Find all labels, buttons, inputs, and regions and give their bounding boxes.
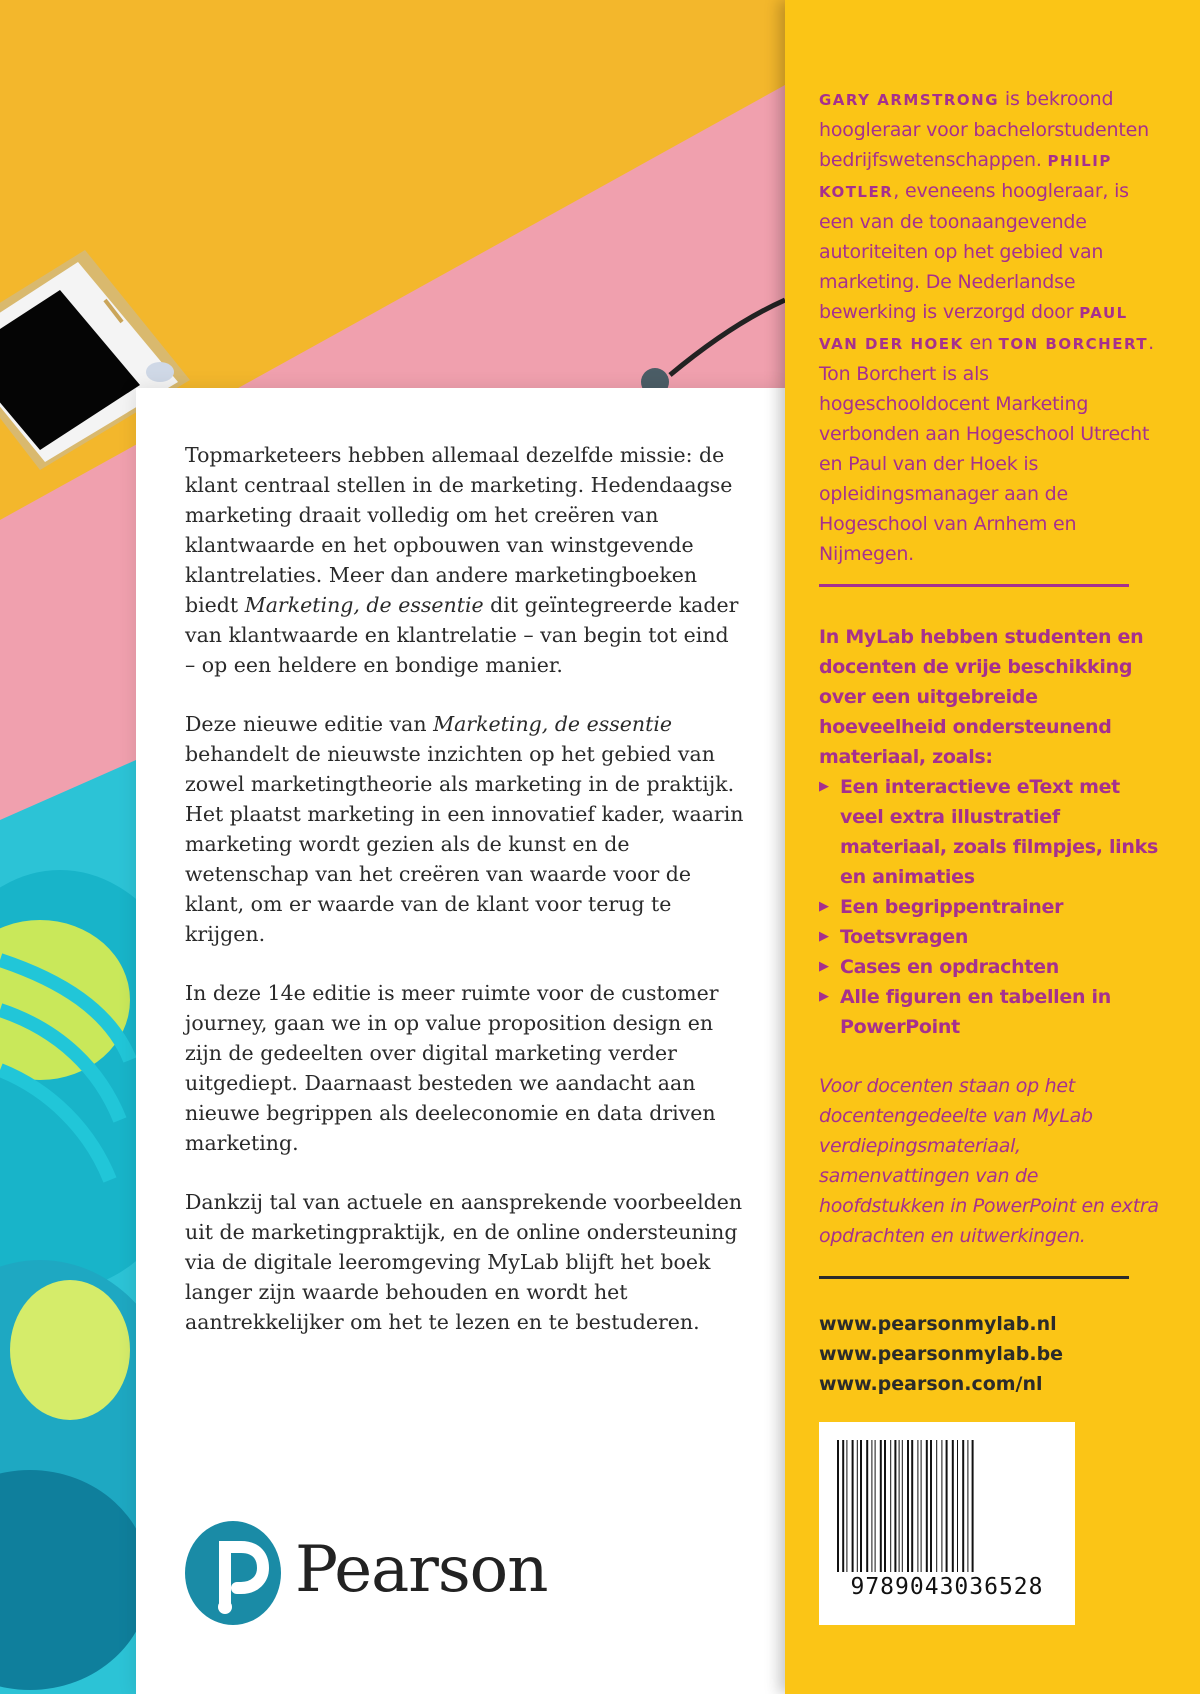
- description-paragraph-2: Deze nieuwe editie van Marketing, de essentie behandelt de nieuwste inzichten op het gebied van zowel marketingtheorie als marketing in de praktijk. Het plaatst marketing in een innovatief kader, waarin marketing wordt gezien als de kunst en de wetenschap van het creëren van waarde voor de klant, om er waarde van de klant voor terug te krijgen.: [185, 712, 744, 946]
- barcode-bar: [917, 1440, 918, 1572]
- list-item: ▶ Een interactieve eText met veel extra illustratief materiaal, zoals filmpjes, links en animaties: [819, 772, 1159, 892]
- barcode-bar: [884, 1440, 886, 1572]
- list-item: ▶ Alle figuren en tabellen in PowerPoint: [819, 982, 1159, 1042]
- barcode-bar: [899, 1440, 900, 1572]
- author-name: GARY ARMSTRONG: [819, 91, 1000, 109]
- book-description: [185, 440, 745, 1366]
- barcode-bar: [837, 1440, 839, 1572]
- barcode-bar: [860, 1440, 862, 1572]
- barcode-bar: [871, 1440, 872, 1572]
- barcode-bar: [907, 1440, 909, 1572]
- triangle-bullet-icon: ▶: [819, 899, 829, 914]
- barcode-bar: [857, 1440, 858, 1572]
- barcode-bar: [902, 1440, 903, 1572]
- description-paragraph-4: Dankzij tal van actuele en aansprekende voorbeelden uit de marketingpraktijk, en de online ondersteuning via de digitale leeromgeving MyLab blijft het boek langer zijn waarde behouden en wordt het aantrekkelijker om het te lezen en te bestuderen.: [185, 1190, 743, 1334]
- author-name: TON BORCHERT: [998, 335, 1149, 353]
- barcode-bar: [957, 1440, 958, 1572]
- barcode-bar: [875, 1440, 876, 1572]
- barcode-bar: [846, 1440, 847, 1572]
- list-item: ▶ Toetsvragen: [819, 922, 1159, 952]
- book-title-italic: Marketing, de essentie: [244, 593, 484, 617]
- mylab-intro: In MyLab hebben studenten en docenten de vrije beschikking over een uitgebreide hoeveelheid ondersteunend materiaal, zoals:: [819, 626, 1144, 768]
- barcode-bar: [972, 1440, 974, 1572]
- barcode-bar: [921, 1440, 922, 1572]
- description-paragraph-1: Topmarketeers hebben allemaal dezelfde missie: de klant centraal stellen in de marketing. Hedendaagse marketing draait volledig om het creëren van klantwaarde en het opbouwen van winstgevende klantrelaties. Meer dan andere marketingboeken biedt Marketing, de essentie dit geïntegreerde kader van klantwaarde en klantrelatie – van begin tot eind – op een heldere en bondige manier.: [185, 443, 739, 677]
- website-link[interactable]: www.pearsonmylab.be: [819, 1343, 1064, 1365]
- list-item: ▶ Een begrippentrainer: [819, 892, 1159, 922]
- mylab-brand: MyLab: [845, 626, 914, 648]
- barcode-bar: [967, 1440, 968, 1572]
- barcode-bar: [894, 1440, 896, 1572]
- isbn-number: 9789043036528: [850, 1574, 1044, 1600]
- book-title-italic: Marketing, de essentie: [433, 712, 673, 736]
- author-bio: GARY ARMSTRONG is bekroond hoogleraar voor bachelorstudenten bedrijfswetenschappen. PHILIP KOTLER, eveneens hoogleraar, is een van de toonaangevende autoriteiten op het gebied van marketing. De Nederlandse bewerking is verzorgd door PAUL VAN DER HOEK en TON BORCHERT. Ton Borchert is als hogeschooldocent Marketing verbonden aan Hogeschool Utrecht en Paul van der Hoek is opleidingsmanager aan de Hogeschool van Arnhem en Nijmegen.: [819, 88, 1154, 565]
- triangle-bullet-icon: ▶: [819, 929, 829, 944]
- barcode-bar: [936, 1440, 937, 1572]
- website-links: [819, 1309, 1159, 1399]
- barcode-bar: [880, 1440, 882, 1572]
- barcode-bar: [930, 1440, 932, 1572]
- website-link[interactable]: www.pearson.com/nl: [819, 1373, 1043, 1395]
- triangle-bullet-icon: ▶: [819, 989, 829, 1004]
- docent-note: Voor docenten staan op het docentengedeelte van MyLab verdiepingsmateriaal, samenvattingen van de hoofdstukken in PowerPoint en extra opdrachten en uitwerkingen.: [819, 1075, 1159, 1247]
- barcode-bar: [926, 1440, 928, 1572]
- triangle-bullet-icon: ▶: [819, 959, 829, 974]
- pearson-logo: [185, 1521, 548, 1631]
- description-panel: [136, 388, 785, 1694]
- pearson-logo-icon: [185, 1521, 281, 1625]
- divider: [819, 584, 1129, 587]
- barcode-bars: [831, 1440, 1063, 1572]
- isbn-barcode: [819, 1422, 1075, 1625]
- barcode-bar: [842, 1440, 844, 1572]
- list-item: ▶ Cases en opdrachten: [819, 952, 1159, 982]
- barcode-bar: [866, 1440, 868, 1572]
- barcode-bar: [946, 1440, 948, 1572]
- barcode-bar: [952, 1440, 954, 1572]
- barcode-bar: [962, 1440, 964, 1572]
- mylab-feature-list: [819, 772, 1159, 1042]
- author-name: PAUL VAN DER HOEK: [819, 304, 1128, 353]
- barcode-bar: [941, 1440, 942, 1572]
- website-link[interactable]: www.pearsonmylab.nl: [819, 1313, 1057, 1335]
- info-column: [785, 0, 1200, 1694]
- description-paragraph-3: In deze 14e editie is meer ruimte voor de customer journey, gaan we in op value proposition design en zijn de gedeelten over digital marketing verder uitgediept. Daarnaast besteden we aandacht aan nieuwe begrippen als deeleconomie en data driven marketing.: [185, 981, 719, 1155]
- mylab-section: [819, 622, 1159, 1042]
- barcode-bar: [890, 1440, 891, 1572]
- divider: [819, 1276, 1129, 1279]
- barcode-bar: [852, 1440, 854, 1572]
- triangle-bullet-icon: ▶: [819, 779, 829, 794]
- pearson-wordmark: Pearson: [295, 1533, 548, 1607]
- barcode-bar: [911, 1440, 913, 1572]
- author-name: PHILIP KOTLER: [819, 152, 1112, 201]
